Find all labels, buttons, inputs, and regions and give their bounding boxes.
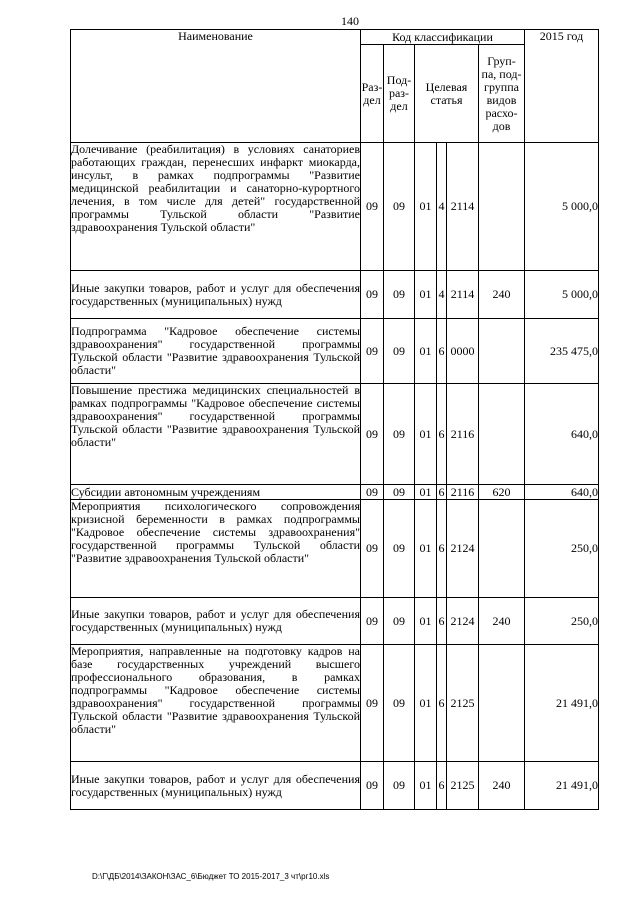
row-expense-group: 240 xyxy=(479,762,525,810)
row-amount: 21 491,0 xyxy=(525,645,599,762)
row-direction-code: 2124 xyxy=(447,500,479,598)
row-name: Долечивание (реабилитация) в условиях санаториев работающих граждан, перенесших инфаркт миокарда, инсульт, в рамках подпрограммы "Развитие медицинской реабилитации и санаторно-курортного лечения, в том числе для детей" государственной программы Тульской области "Развитие здравоохранения Тульской области" xyxy=(71,143,361,271)
table-row xyxy=(71,319,599,384)
row-expense-group xyxy=(479,319,525,384)
row-section: 09 xyxy=(361,319,384,384)
row-name: Подпрограмма "Кадровое обеспечение системы здравоохранения" государственной программы Тульской области "Развитие здравоохранения Тульской области" xyxy=(71,319,361,384)
row-section: 09 xyxy=(361,500,384,598)
table-row xyxy=(71,762,599,810)
row-name: Иные закупки товаров, работ и услуг для обеспечения государственных (муниципальных) нужд xyxy=(71,271,361,319)
row-amount: 640,0 xyxy=(525,384,599,485)
row-subprogram-code: 6 xyxy=(438,484,445,499)
row-expense-group xyxy=(479,384,525,485)
header-expense-group: Груп- па, под- группа видов расхо- дов xyxy=(479,45,525,143)
row-program-code: 01 xyxy=(415,645,437,762)
row-direction-code: 2114 xyxy=(447,271,479,319)
row-direction-code: 2116 xyxy=(447,485,479,500)
table-row xyxy=(71,143,599,271)
row-subprogram-code: 6 xyxy=(437,762,447,810)
row-program-code: 01 xyxy=(415,762,437,810)
row-subsection: 09 xyxy=(384,143,415,271)
row-amount: 235 475,0 xyxy=(525,319,599,384)
row-program-code: 01 xyxy=(415,271,437,319)
row-section: 09 xyxy=(361,645,384,762)
row-section: 09 xyxy=(361,271,384,319)
row-name: Мероприятия психологического сопровождения кризисной беременности в рамках подпрограммы "Кадровое обеспечение системы здравоохранения" государственной программы Тульской области "Развитие здравоохранения Тульской области" xyxy=(71,500,361,598)
row-name: Иные закупки товаров, работ и услуг для обеспечения государственных (муниципальных) нужд xyxy=(71,762,361,810)
budget-table xyxy=(70,29,599,810)
row-name: Мероприятия, направленные на подготовку кадров на базе государственных учреждений высшего профессионального образования, в рамках подпрограммы "Кадровое обеспечение системы здравоохранения" государственной программы Тульской области "Развитие здравоохранения Тульской области" xyxy=(71,645,361,762)
row-direction-code: 0000 xyxy=(447,319,479,384)
row-section: 09 xyxy=(361,485,384,500)
row-direction-code: 2125 xyxy=(447,762,479,810)
row-program-code: 01 xyxy=(415,485,437,500)
row-subsection: 09 xyxy=(384,645,415,762)
header-target-article: Целевая статья xyxy=(415,45,479,143)
header-name: Наименование xyxy=(71,30,361,143)
row-section: 09 xyxy=(361,762,384,810)
header-section: Раз- дел xyxy=(361,45,384,143)
row-expense-group: 240 xyxy=(479,271,525,319)
row-direction-code: 2124 xyxy=(447,598,479,645)
row-subprogram-code: 6 xyxy=(437,500,447,598)
page-number: 140 xyxy=(341,14,359,28)
table-row xyxy=(71,645,599,762)
row-name: Субсидии автономным учреждениям xyxy=(71,485,361,500)
row-subprogram-code: 6 xyxy=(437,598,447,645)
row-expense-group: 240 xyxy=(479,598,525,645)
row-program-code: 01 xyxy=(415,143,437,271)
row-amount: 5 000,0 xyxy=(525,143,599,271)
row-amount: 250,0 xyxy=(525,598,599,645)
row-section: 09 xyxy=(361,384,384,485)
row-expense-group xyxy=(479,143,525,271)
row-section: 09 xyxy=(361,598,384,645)
table-row xyxy=(71,500,599,598)
file-path-footer: D:\Г\ДБ\2014\ЗАКОН\ЗАС_6\Бюджет ТО 2015-2017_3 чт\рг10.xls xyxy=(92,872,330,881)
row-subsection: 09 xyxy=(384,384,415,485)
row-amount: 640,0 xyxy=(525,485,599,500)
row-subsection: 09 xyxy=(384,500,415,598)
row-subprogram-code: 4 xyxy=(437,143,447,271)
table-row xyxy=(71,598,599,645)
row-direction-code: 2125 xyxy=(447,645,479,762)
row-subsection: 09 xyxy=(384,598,415,645)
row-subprogram-code: 6 xyxy=(437,645,447,762)
row-expense-group xyxy=(479,500,525,598)
row-amount: 5 000,0 xyxy=(525,271,599,319)
row-subprogram-code: 4 xyxy=(437,271,447,319)
row-program-code: 01 xyxy=(415,384,437,485)
row-subsection: 09 xyxy=(384,319,415,384)
row-expense-group xyxy=(479,645,525,762)
row-amount: 250,0 xyxy=(525,500,599,598)
row-expense-group: 620 xyxy=(479,485,525,500)
table-row xyxy=(71,271,599,319)
header-classification: Код классификации xyxy=(361,30,525,45)
row-program-code: 01 xyxy=(415,598,437,645)
row-section: 09 xyxy=(361,143,384,271)
row-subsection: 09 xyxy=(384,762,415,810)
row-direction-code: 2114 xyxy=(447,143,479,271)
row-subprogram-code: 6 xyxy=(437,384,447,485)
row-program-code: 01 xyxy=(415,319,437,384)
row-subsection: 09 xyxy=(384,271,415,319)
header-subsection: Под- раз- дел xyxy=(384,45,415,143)
row-program-code: 01 xyxy=(415,500,437,598)
row-direction-code: 2116 xyxy=(447,384,479,485)
header-year: 2015 год xyxy=(525,30,599,143)
row-amount: 21 491,0 xyxy=(525,762,599,810)
row-subprogram-code: 6 xyxy=(437,319,447,384)
table-row xyxy=(71,384,599,485)
table-row xyxy=(71,485,599,500)
row-name: Повышение престижа медицинских специальностей в рамках подпрограммы "Кадровое обеспечение системы здравоохранения" государственной программы Тульской области "Развитие здравоохранения Тульской области" xyxy=(71,384,361,485)
row-name: Иные закупки товаров, работ и услуг для обеспечения государственных (муниципальных) нужд xyxy=(71,598,361,645)
row-subsection: 09 xyxy=(384,485,415,500)
